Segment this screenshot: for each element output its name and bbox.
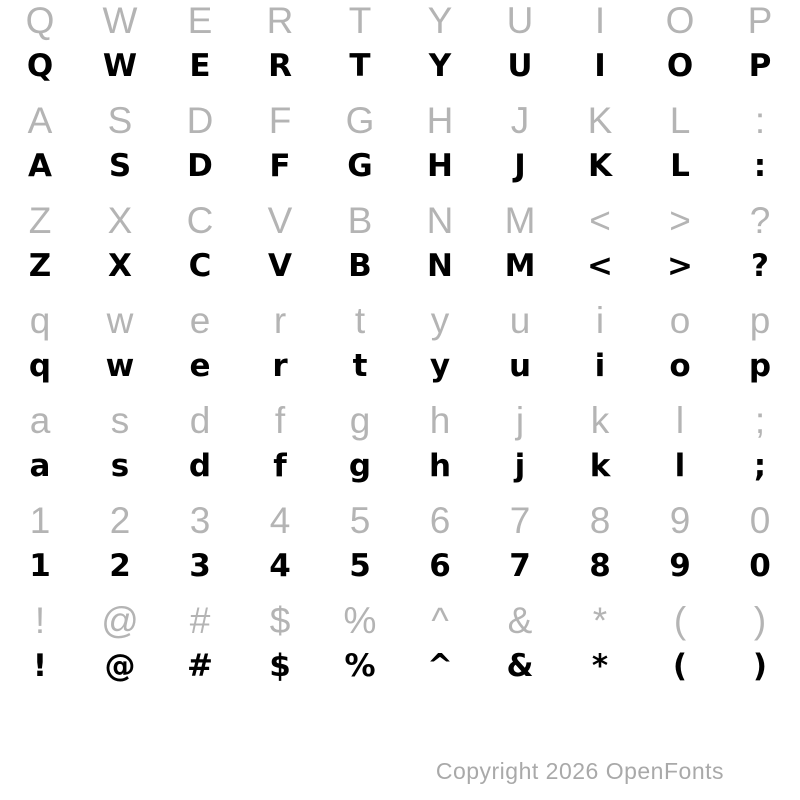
glyph-cell: <	[587, 247, 613, 284]
glyph-cell: p	[749, 299, 771, 341]
glyph-cell: d	[188, 447, 212, 484]
glyph-cell: )	[753, 599, 767, 641]
glyph-cell: R	[266, 0, 294, 41]
lowercase-home-row-reference-row	[0, 400, 800, 440]
glyph-cell: ^	[427, 647, 453, 684]
glyph-cell: a	[29, 399, 51, 441]
glyph-cell: W	[102, 0, 138, 41]
glyph-cell: >	[669, 199, 691, 241]
glyph-cell: O	[665, 0, 695, 41]
glyph-cell: :	[753, 147, 767, 184]
uppercase-bottom-row-specimen-row	[0, 240, 800, 292]
glyph-cell: @	[104, 647, 136, 684]
glyph-cell: 3	[189, 499, 211, 541]
uppercase-top-row-specimen-row	[0, 40, 800, 92]
glyph-cell: B	[347, 199, 373, 241]
glyph-cell: W	[102, 47, 138, 84]
glyph-cell: t	[352, 347, 368, 384]
glyph-cell: 7	[509, 499, 531, 541]
glyph-cell: 4	[269, 499, 291, 541]
glyph-cell: $	[269, 599, 291, 641]
glyph-cell: M	[504, 199, 536, 241]
glyph-cell: f	[273, 447, 287, 484]
glyph-cell: a	[29, 447, 51, 484]
glyph-cell: (	[672, 647, 688, 684]
glyph-cell: r	[272, 347, 288, 384]
glyph-cell: U	[506, 0, 534, 41]
glyph-cell: &	[507, 599, 533, 641]
glyph-cell: >	[667, 247, 693, 284]
glyph-cell: Z	[28, 199, 52, 241]
glyph-cell: J	[514, 147, 526, 184]
glyph-cell: ^	[431, 599, 449, 641]
glyph-cell: 2	[109, 499, 131, 541]
glyph-cell: C	[188, 247, 212, 284]
glyph-cell: V	[268, 247, 292, 284]
glyph-cell: 6	[429, 499, 451, 541]
glyph-cell: :	[754, 99, 766, 141]
glyph-cell: K	[587, 99, 613, 141]
glyph-cell: #	[187, 647, 213, 684]
glyph-cell: D	[186, 99, 214, 141]
glyph-cell: 4	[269, 547, 291, 584]
glyph-cell: j	[514, 447, 526, 484]
glyph-cell: (	[673, 599, 687, 641]
glyph-cell: $	[269, 647, 291, 684]
glyph-cell: T	[349, 47, 371, 84]
lowercase-top-row-specimen-row	[0, 340, 800, 392]
glyph-cell: 0	[749, 547, 771, 584]
glyph-cell: Q	[26, 47, 54, 84]
glyph-cell: u	[509, 299, 531, 341]
glyph-cell: o	[669, 347, 691, 384]
glyph-cell: ?	[751, 247, 769, 284]
glyph-cell: h	[429, 399, 451, 441]
glyph-cell: L	[669, 99, 691, 141]
glyph-cell: 9	[669, 547, 691, 584]
glyph-cell: P	[748, 47, 772, 84]
glyph-cell: H	[427, 147, 453, 184]
digits-row-reference-row	[0, 500, 800, 540]
glyph-cell: j	[515, 399, 525, 441]
glyph-cell: &	[506, 647, 534, 684]
glyph-cell: I	[594, 0, 606, 41]
glyph-cell: 2	[109, 547, 131, 584]
lowercase-home-row-specimen-row	[0, 440, 800, 492]
glyph-cell: A	[27, 99, 53, 141]
digits-row-specimen-row	[0, 540, 800, 592]
glyph-cell: g	[348, 447, 372, 484]
glyph-cell: 6	[429, 547, 451, 584]
glyph-cell: #	[189, 599, 211, 641]
glyph-cell: y	[429, 347, 451, 384]
glyph-cell: s	[110, 399, 130, 441]
glyph-cell: ;	[753, 447, 767, 484]
glyph-cell: t	[354, 299, 366, 341]
glyph-cell: A	[28, 147, 52, 184]
glyph-cell: g	[349, 399, 371, 441]
glyph-cell: @	[101, 599, 139, 641]
glyph-cell: 7	[509, 547, 531, 584]
glyph-cell: 5	[349, 547, 371, 584]
glyph-cell: S	[107, 99, 133, 141]
glyph-cell: )	[752, 647, 768, 684]
copyright-text: Copyright 2026 OpenFonts	[435, 758, 724, 784]
glyph-cell: G	[347, 147, 373, 184]
glyph-cell: r	[273, 299, 287, 341]
symbols-row-specimen-row	[0, 640, 800, 692]
glyph-cell: u	[508, 347, 532, 384]
glyph-cell: Y	[427, 0, 453, 41]
glyph-cell: e	[189, 347, 211, 384]
glyph-cell: V	[267, 199, 293, 241]
glyph-cell: G	[345, 99, 375, 141]
glyph-cell: 0	[749, 499, 771, 541]
glyph-cell: d	[189, 399, 211, 441]
glyph-cell: 3	[189, 547, 211, 584]
glyph-cell: *	[591, 647, 609, 684]
glyph-cell: ?	[749, 199, 771, 241]
glyph-cell: k	[590, 399, 610, 441]
glyph-cell: R	[268, 47, 292, 84]
glyph-cell: D	[187, 147, 213, 184]
glyph-cell: B	[348, 247, 372, 284]
glyph-cell: s	[110, 447, 130, 484]
uppercase-bottom-row-reference-row	[0, 200, 800, 240]
glyph-cell: 8	[589, 499, 611, 541]
glyph-cell: I	[594, 47, 606, 84]
glyph-cell: k	[589, 447, 611, 484]
glyph-cell: o	[669, 299, 691, 341]
glyph-cell: K	[587, 147, 613, 184]
glyph-cell: *	[592, 599, 608, 641]
glyph-cell: E	[189, 47, 211, 84]
glyph-cell: q	[28, 347, 52, 384]
glyph-cell: <	[589, 199, 611, 241]
glyph-cell: w	[105, 347, 135, 384]
glyph-cell: M	[504, 247, 536, 284]
glyph-cell: L	[670, 147, 690, 184]
glyph-cell: C	[186, 199, 214, 241]
glyph-cell: i	[595, 299, 605, 341]
uppercase-top-row-reference-row	[0, 0, 800, 40]
glyph-cell: 1	[29, 547, 51, 584]
glyph-cell: %	[344, 647, 376, 684]
glyph-cell: T	[348, 0, 372, 41]
glyph-cell: U	[507, 47, 533, 84]
glyph-cell: %	[343, 599, 377, 641]
glyph-cell: !	[34, 599, 46, 641]
glyph-cell: e	[189, 299, 211, 341]
glyph-cell: f	[274, 399, 286, 441]
glyph-cell: N	[426, 199, 454, 241]
glyph-cell: F	[268, 99, 292, 141]
glyph-cell: ;	[754, 399, 766, 441]
glyph-cell: F	[269, 147, 291, 184]
lowercase-top-row-reference-row	[0, 300, 800, 340]
glyph-cell: X	[108, 247, 132, 284]
glyph-cell: S	[108, 147, 132, 184]
glyph-cell: N	[427, 247, 453, 284]
glyph-cell: E	[187, 0, 213, 41]
glyph-cell: i	[594, 347, 606, 384]
glyph-cell: Z	[28, 247, 52, 284]
glyph-cell: l	[675, 399, 685, 441]
uppercase-home-row-specimen-row	[0, 140, 800, 192]
glyph-cell: y	[430, 299, 450, 341]
glyph-cell: J	[510, 99, 530, 141]
glyph-cell: !	[32, 647, 48, 684]
glyph-cell: 1	[29, 499, 51, 541]
glyph-cell: 8	[589, 547, 611, 584]
glyph-cell: h	[428, 447, 452, 484]
glyph-cell: X	[107, 199, 133, 241]
glyph-cell: Q	[25, 0, 55, 41]
glyph-cell: w	[106, 299, 134, 341]
uppercase-home-row-reference-row	[0, 100, 800, 140]
glyph-cell: q	[29, 299, 51, 341]
glyph-cell: Y	[428, 47, 452, 84]
symbols-row-reference-row	[0, 600, 800, 640]
glyph-cell: O	[666, 47, 694, 84]
glyph-cell: p	[748, 347, 772, 384]
glyph-cell: l	[674, 447, 686, 484]
glyph-cell: 9	[669, 499, 691, 541]
glyph-cell: P	[747, 0, 773, 41]
glyph-cell: H	[426, 99, 454, 141]
glyph-cell: 5	[349, 499, 371, 541]
